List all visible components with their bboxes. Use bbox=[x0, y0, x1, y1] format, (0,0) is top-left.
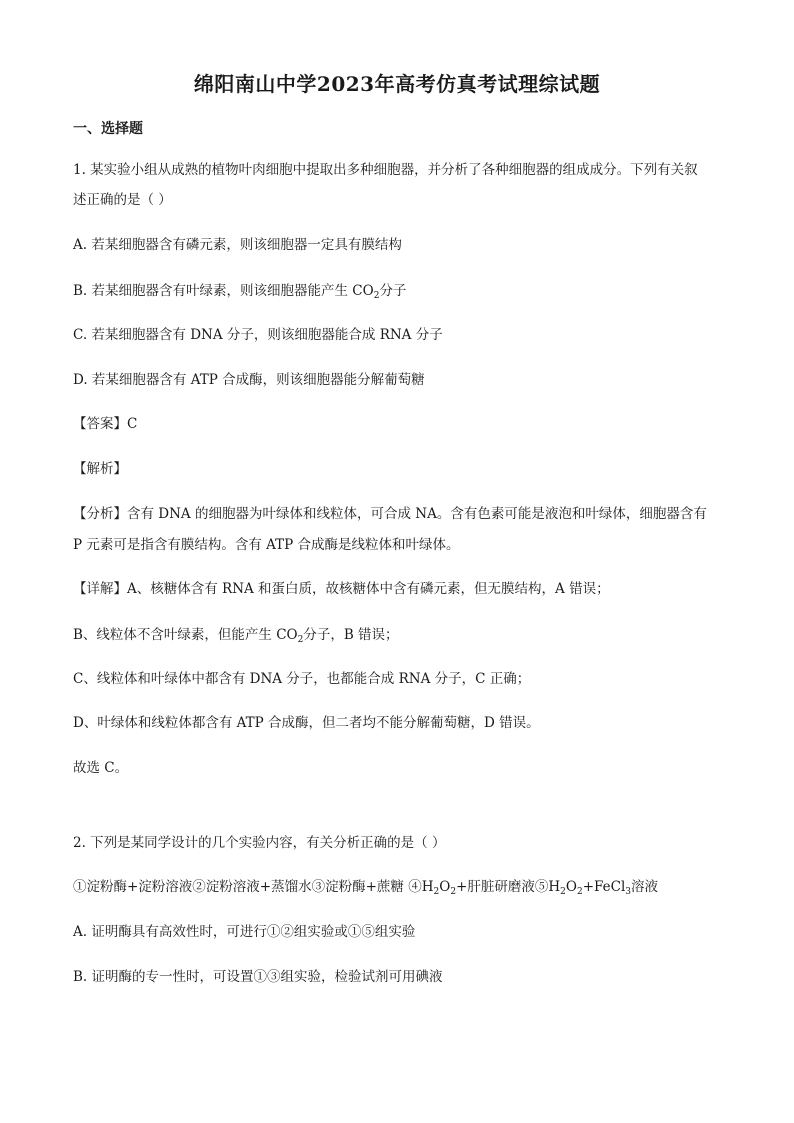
items-text: ①淀粉酶+淀粉溶液②淀粉溶液+蒸馏水③淀粉酶+蔗糖 ④H bbox=[73, 879, 434, 895]
subscript: 2 bbox=[433, 887, 440, 897]
conclusion: 故选 C。 bbox=[73, 760, 129, 776]
subscript: 2 bbox=[450, 887, 457, 897]
subscript: 3 bbox=[625, 887, 631, 897]
answer-label: 【答案】 bbox=[73, 416, 127, 432]
detail-b-text-end: 分子，B 错误； bbox=[303, 627, 399, 643]
question-2-stem: 2. 下列是某同学设计的几个实验内容，有关分析正确的是（ ） bbox=[73, 835, 446, 851]
question-2-items bbox=[73, 877, 733, 897]
question-1-stem-line-2: 述正确的是（ ） bbox=[73, 192, 172, 208]
analysis-fenxi-line-1: 【分析】含有 DNA 的细胞器为叶绿体和线粒体，可合成 NA。含有色素可能是液泡和叶绿体，细胞器含有 bbox=[73, 506, 707, 522]
detail-d: D、叶绿体和线粒体都含有 ATP 合成酶，但二者均不能分解葡萄糖，D 错误。 bbox=[73, 715, 540, 731]
subscript: 2 bbox=[560, 887, 566, 897]
question-2-option-a: A. 证明酶具有高效性时，可进行①②组实验或①⑤组实验 bbox=[73, 924, 416, 940]
question-1-option-a: A. 若某细胞器含有磷元素，则该细胞器一定具有膜结构 bbox=[73, 237, 402, 253]
items-text: +肝脏研磨液⑤H bbox=[456, 879, 561, 895]
option-b-text: B. 若某细胞器含有叶绿素，则该细胞器能产生 CO bbox=[73, 283, 374, 299]
subscript: 2 bbox=[576, 887, 583, 897]
detail-b-text: B、线粒体不含叶绿素，但能产生 CO bbox=[73, 627, 298, 643]
question-1-option-c: C. 若某细胞器含有 DNA 分子，则该细胞器能合成 RNA 分子 bbox=[73, 327, 443, 343]
section-heading: 一、选择题 bbox=[73, 121, 143, 137]
items-text: 溶液 bbox=[631, 879, 658, 895]
detail-b bbox=[73, 625, 733, 645]
analysis-heading: 【解析】 bbox=[73, 461, 127, 477]
analysis-fenxi-line-2: P 元素可是指含有膜结构。含有 ATP 合成酶是线粒体和叶绿体。 bbox=[73, 537, 460, 553]
items-text: O bbox=[565, 879, 577, 895]
subscript: 2 bbox=[373, 291, 380, 301]
items-text: O bbox=[439, 879, 451, 895]
option-b-text-end: 分子 bbox=[379, 283, 407, 299]
question-1-stem-line-1: 1. 某实验小组从成熟的植物叶肉细胞中提取出多种细胞器，并分析了各种细胞器的组成成分。下列有关叙 bbox=[73, 162, 698, 178]
detail-a: 【详解】A、核糖体含有 RNA 和蛋白质，故核糖体中含有磷元素，但无膜结构，A 错误； bbox=[73, 581, 610, 597]
items-text: +FeCl bbox=[582, 879, 626, 895]
answer-line bbox=[73, 414, 733, 434]
detail-c: C、线粒体和叶绿体中都含有 DNA 分子，也都能合成 RNA 分子，C 正确； bbox=[73, 671, 531, 687]
subscript: 2 bbox=[297, 635, 304, 645]
question-1-option-d: D. 若某细胞器含有 ATP 合成酶，则该细胞器能分解葡萄糖 bbox=[73, 372, 425, 388]
answer-value: C bbox=[127, 416, 138, 432]
page-title: 绵阳南山中学2023年高考仿真考试理综试题 bbox=[193, 72, 601, 96]
question-2-option-b: B. 证明酶的专一性时，可设置①③组实验，检验试剂可用碘液 bbox=[73, 969, 443, 985]
question-1-option-b bbox=[73, 281, 733, 301]
